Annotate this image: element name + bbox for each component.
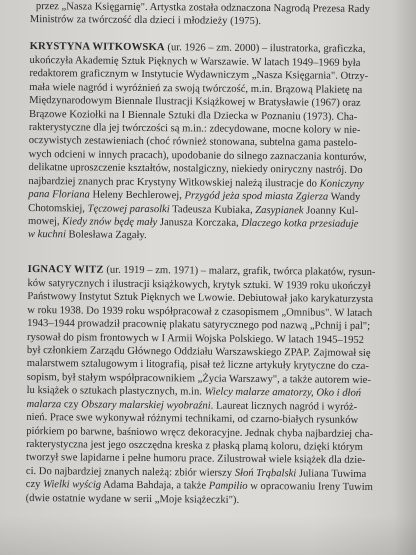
text-run: czy (61, 398, 82, 411)
text-line: przez „Nasza Księgarnię". Artystka została odznaczona Nagrodą Prezesa Rady (35, 1, 371, 15)
text-line: sopism, był stałym współpracownikiem „Życia Warszawy", a także autorem wie- (26, 371, 371, 386)
book-title: Kiedy znów będę mały (62, 216, 158, 229)
text-line: ukończyła Akademię Sztuk Pięknych w Warszawie. W latach 1949–1969 była (29, 54, 361, 69)
book-title: Zasypianek (255, 204, 304, 216)
book-title: Przygód jeża spod miasta Zgierza (184, 190, 329, 203)
text-line: rysował do pism frontowych w I Armii Wojska Polskiego. W latach 1945–1952 (27, 331, 365, 346)
text-run: Janusza Korczaka, (157, 217, 242, 229)
text-run: Juliana Tuwima (296, 468, 367, 480)
text-line: Brązowe Koziołki na I Biennale Sztuki dla Dziecka w Poznaniu (1973). Cha- (28, 108, 358, 123)
text-line: rakterystyczne dla jej twórczości są m.in.: zdecydowane, mocne kolory w nie- (28, 121, 361, 136)
text-line: ków satyrycznych i ilustracji książkowych, krytyk sztuki. W 1939 roku ukończył (27, 277, 371, 292)
page-shadow-right (394, 0, 416, 555)
text-run: w opracowaniu Ireny Tuwim (247, 481, 373, 494)
text-line: Ministrów za twórczość dla dzieci i młodzieży (1975). (29, 14, 262, 28)
text-line: Międzynarodowym Biennale Ilustracji Książkowej w Bratysławie (1967) oraz (29, 95, 361, 109)
text-run: Chotomskiej, (28, 202, 88, 215)
page-shadow-bottom (0, 515, 416, 555)
book-title: Wielcy malarze amatorzy, Oko i dłoń (204, 386, 362, 400)
text-run: Wandy (328, 191, 361, 204)
entry-name: KRYSTYNA WITKOWSKA (29, 41, 165, 54)
text-line: 1943–1944 prowadził pracownię plakatu satyrycznego pod nazwą „Pchnij i pal"; (27, 318, 371, 333)
entry-ignacy-witz (26, 263, 388, 508)
text-line: Państwowy Instytut Sztuk Pięknych we Lwowie. Debiutował jako karykaturzysta (27, 291, 374, 306)
text-line: malarstwem sztalugowym i litografią, pisał też liczne artykuły krytyczne do cza- (26, 358, 369, 373)
text-run: Tadeusza Kubiaka, (169, 203, 256, 216)
text-line: w roku 1938. Do 1939 roku współpracował z czasopismem „Omnibus". W latach (27, 304, 373, 319)
text-run: Bolesława Zagały. (65, 229, 147, 242)
text-run: ci. Do najbardziej znanych należą: zbiór wierszy (25, 465, 235, 479)
book-title: Koniczyny (319, 178, 364, 190)
text-line: redaktorem graficznym w Instytucie Wydawniczym „Nasza Księgarnia". Otrzy- (29, 68, 369, 83)
text-run: . Laureat licznych nagród i wyróż- (210, 400, 358, 413)
entry-text: (ur. 1919 – zm. 1971) – malarz, grafik, twórca plakatów, rysun- (103, 264, 376, 279)
text-run: Adama Bahdaja, a także (101, 479, 209, 492)
book-title: Dlaczego kotka przesiaduje (241, 217, 359, 230)
text-line: oczywistych zestawieniach (choć również stonowana, subtelna gama pastelo- (28, 135, 358, 150)
book-title: Pampilio (208, 480, 248, 493)
page-text (26, 0, 390, 508)
text-run: czy (25, 479, 44, 491)
text-line: piórkiem po barwne, baśniowo wręcz dekoracyjne. Jednak chyba najbardziej cha- (26, 425, 374, 440)
book-title: Wielki wyścig (43, 479, 102, 491)
text-run: Heleny Bechlerowej, (89, 189, 185, 202)
text-run: lu książek o sztukach plastycznych, m.in. (26, 385, 205, 398)
text-run: Joanny Kul- (303, 204, 359, 217)
text-line: tworzył swe lapidarne i pełne humoru prace. Zilustrował wiele książek dla dzie- (25, 452, 366, 467)
entry-text: (ur. 1926 – zm. 2000) – ilustratorka, graficzka, (164, 42, 366, 56)
text-run: najbardziej znanych prac Krystyny Witkowskiej należą ilustracje do (28, 175, 320, 190)
text-line: nień. Prace swe wykonywał różnymi technikami, od czarno-białych rysunków (26, 412, 359, 427)
text-line: był członkiem Zarządu Głównego Oddziału Warszawskiego ZPAP. Zajmował się (26, 344, 371, 359)
entry-name: IGNACY WITZ (27, 264, 104, 276)
text-line: rakterystyczna jest jego oszczędna kreska z płaską plamą koloru, dzięki którym (26, 438, 363, 453)
text-run: mowej, (28, 215, 63, 228)
text-line: delikatne uproszczenie kształtów, nostalgiczny, niekiedy oniryczny nastrój. Do (28, 162, 363, 177)
book-title: pana Floriana (28, 189, 90, 201)
text-line: wych odcieni w innych pracach), upodobanie do silnego zaznaczania konturów, (28, 148, 367, 163)
text-line: (dwie ostatnie wydane w serii „Moje książeczki"). (25, 492, 240, 506)
book-title: Tęczowej parasolki (87, 203, 170, 215)
entry-krystyna-witkowska (28, 40, 390, 245)
book-title: Obszary malarskiej wyobraźni (81, 399, 211, 412)
book-title: w kuchni (27, 229, 66, 241)
text-line: mała wiele nagród i wyróżnień za swoją twórczość, m.in. Brązową Plakietę na (29, 81, 363, 96)
book-title: Słoń Trąbalski (234, 467, 297, 480)
book-title: malarza (26, 398, 62, 410)
